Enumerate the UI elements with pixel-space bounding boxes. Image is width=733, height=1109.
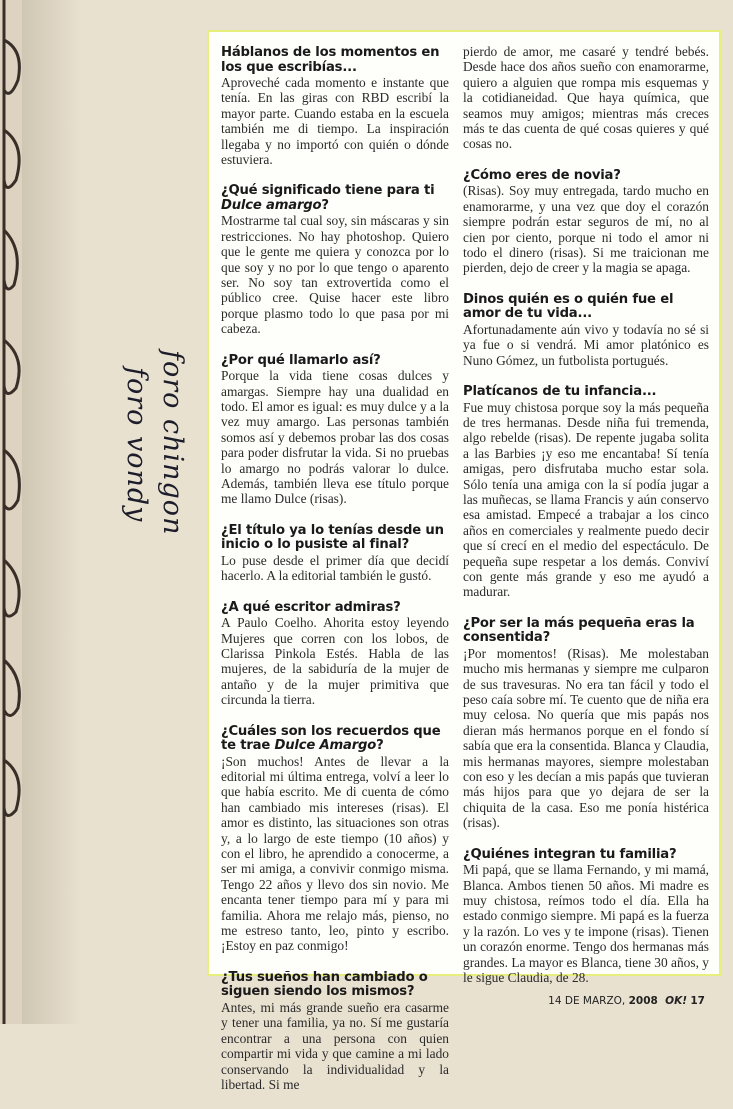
footer-date: 14 DE MARZO, [548,995,626,1007]
column-right [463,44,709,1002]
page-gutter-shadow [22,0,82,1024]
answer-text: ¡Por momentos! (Risas). Me molestaban mucho mis hermanas y siempre me culparon de sus travesuras. No era tan fácil y todo el peso caía sobre mí. Te cuento que de niña era muy celosa. No quería que mis papás nos dieran más hermanos porque en el fondo sí sabía que era la consentida. Blanca y Claudia, mis hermanas mayores, siempre molestaban con eso y les decían a mis papás que tuvieran más hijos para que yo dejara de ser la chiquita de la casa. Eso me ponía histérica (risas). [463,645,709,831]
question-heading: ¿El título ya lo tenías desde un inicio o lo pusiste al final? [221,522,444,553]
answer-text: Mostrarme tal cual soy, sin máscaras y sin restricciones. No hay photoshop. Quiero que le gente me quiera y conozca por lo que soy y no por lo que tengo o aparento ser. No soy tan extrovertida como el público cree. Quise hacer este libro porque plasmo todo lo que pasa por mi cabeza. [221,213,449,337]
page-footer [548,995,705,1007]
question-heading: ¿Quiénes integran tu familia? [463,846,677,862]
answer-text: ¡Son muchos! Antes de llevar a la editorial mi última entrega, volví a leer lo que había escrito. Me di cuenta de cómo han cambiado mis intereses (risas). El amor es distinto, las situaciones son otras y, a lo largo de este tiempo (10 años) y con el libro, he aprendido a conocerme, a ser mi amiga, a convivir conmigo misma. Tengo 22 años y llevo dos sin novio. Me encanta tener tiempo para mí y para mi familia. Ahora me relajo más, pienso, no me estreso tanto, leo, pinto y escribo. ¡Estoy en paz conmigo! [221,753,449,954]
answer-text: Antes, mi más grande sueño era casarme y tener una familia, ya no. Sí me gustaría encontrar a una persona con quien compartir mi vida y que camine a mi lado conservando la individualidad y la libertad. Si me [221,999,449,1092]
page-number: 17 [690,995,705,1007]
column-left [221,46,449,1109]
question-heading: ¿Qué significado tiene para ti Dulce amargo? [221,183,435,213]
handwriting-line: foro chingon [157,350,188,536]
answer-text: Afortunadamente aún vivo y todavía no sé si ya fue o si vendrá. Mi amor platónico es Nuno Gómez, un futbolista portugués. [463,321,709,368]
answer-text: Fue muy chistosa porque soy la más pequeña de tres hermanas. Desde niña fui tremenda, algo rebelde (risas). De repente jugaba solita a las Barbies ¡y eso me encantaba! Sí tenía amigas, pero disfrutaba mucho estar sola. Sólo tenía una amiga con la sí podía jugar a las muñecas, se llama Francis y aún conservo esa amistad. Empecé a trabajar a los cinco años en comerciales y realmente puedo decir que sí crecí en el medio del espectáculo. De pequeña supe respetar a los demás. Conviví con gente más grande y eso me ayudó a madurar. [463,399,709,600]
handwriting-line: foro vondy [121,367,152,523]
question-heading: ¿A qué escritor admiras? [221,599,401,615]
question-heading: ¿Cuáles son los recuerdos que te trae Dulce Amargo? [221,723,441,754]
question-heading: ¿Tus sueños han cambiado o siguen siendo los mismos? [221,969,428,1000]
answer-text: Lo puse desde el primer día que decidí hacerlo. A la editorial también le gustó. [221,552,449,584]
answer-text: Aproveché cada momento e instante que tenía. En las giras con RBD escribí la mayor parte. Cuando estaba en la escuela también me di tiempo. La inspiración llegaba y no importó con quién o dónde estuviera. [221,75,449,168]
footer-year: 2008 [628,995,658,1007]
question-heading: Platícanos de tu infancia... [463,384,657,399]
answer-text: A Paulo Coelho. Ahorita estoy leyendo Mujeres que corren con los lobos, de Clarissa Pinkola Estés. Habla de las mujeres, de la sabiduría de la mujer de antaño y de la mujer primitiva que circunda la tierra. [221,615,449,708]
magazine-name: OK! [665,995,688,1007]
answer-text: (Risas). Soy muy entregada, tardo mucho en enamorarme, y una vez que doy el corazón siempre podrán estar seguros de mí, no al cien por ciento, porque ni todo el amor ni todo el dinero (risas). Si me traicionan me pierden, dejo de creer y la magia se apaga. [463,183,709,276]
question-heading: Dinos quién es o quién fue el amor de tu vida... [463,291,674,322]
question-heading: ¿Por ser la más pequeña eras la consentida? [463,615,695,646]
answer-text: pierdo de amor, me casaré y tendré bebés. Desde hace dos años sueño con enamorarme, quiero a alguien que rompa mis esquemas y la cotidianeidad. Que haya química, que seamos muy amigos; mientras más creces más te das cuenta de qué cosas quieres y qué cosas no. [463,44,709,152]
handwritten-note [92,345,202,585]
answer-text: Porque la vida tiene cosas dulces y amargas. Siempre hay una dualidad en todo. El amor es igual: es muy dulce y a la vez muy amargo. Las personas también somos así y debemos probar las dos cosas para poder disfrutar la vida. Si no pruebas lo amargo no podrás valorar lo dulce. Además, también lleva ese título porque me llamo Dulce (risas). [221,368,449,507]
question-heading: ¿Por qué llamarlo así? [221,352,381,368]
question-heading: ¿Cómo eres de novia? [463,167,621,183]
answer-text: Mi papá, que se llama Fernando, y mi mamá, Blanca. Ambos tienen 50 años. Mi madre es muy chistosa, reímos todo el día. Ella ha estado conmigo siempre. Mi papá es la fuerza y la razón. Lo ves y te impone (risas). Tienen un corazón enorme. Tengo dos hermanas más grandes. La mayor es Blanca, tiene 30 años, y le sigue Claudia, de 28. [463,862,709,985]
question-heading: Háblanos de los momentos en los que escribías... [221,45,440,75]
